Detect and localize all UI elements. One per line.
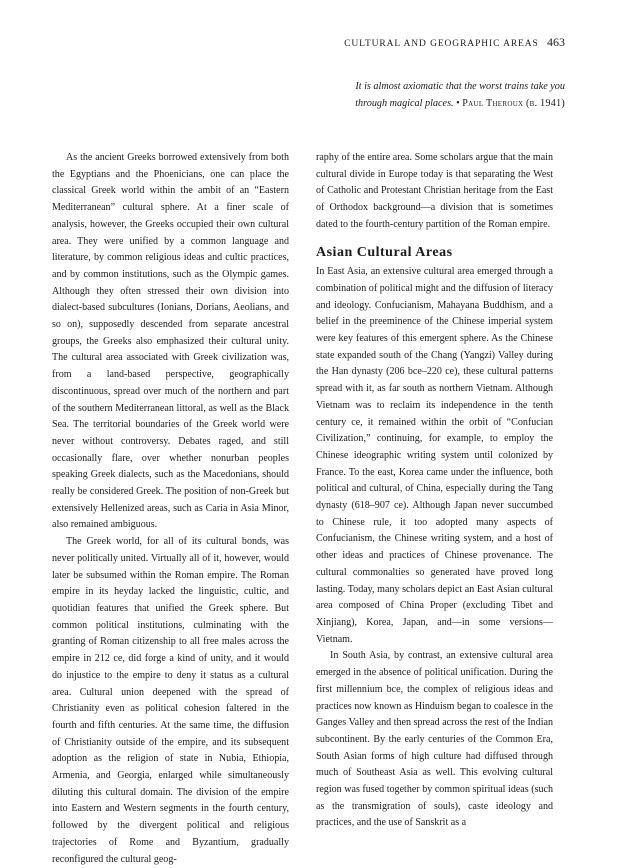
paragraph-south-asia: In South Asia, by contrast, an extensive cultural area emerged in the absence of political unification. During the first millennium bce, the complex of religious ideas and practices now known as Hinduism began to coalesce in the Ganges Valley and then spread across the rest of the Indian subcontinent. By the early centuries of the Common Era, South Asian forms of high culture had diffused through much of Southeast Asia as well. This evolving cultural region was fused together by common spiritual ideas (such as the transmigration of souls), caste ideology and practices, and the use of Sanskrit as a [316, 650, 553, 829]
right-column [316, 150, 553, 832]
section-heading: Asian Cultural Areas [316, 244, 453, 260]
paragraph-greek-cultural-area: As the ancient Greeks borrowed extensively from both the Egyptians and the Phoenicians, one can place the classical Greek world within the ambit of an “Eastern Mediterranean” cultural sphere. At a finer scale of analysis, however, the Greeks occupied their own cultural area. They were unified by a common language and literature, by common religious ideas and cultic practices, and by common institutions, such as the Olympic games. Although they often stressed their own division into dialect-based subcultures (Ionians, Dorians, Aeolians, and so on), supposedly descended from separate ancestral groups, the Greeks also emphasized their cultural unity. The cultural area associated with Greek civilization was, from a land-based perspective, geographically discontinuous, spread over much of the northern and part of the southern Mediterranean littoral, as well as the Black Sea. The territorial boundaries of the Greek world were never without controversy. Debates raged, and still occasionally flare, over whether nonurban peoples speaking Greek dialects, such as the Macedonians, should really be considered Greek. The position of non-Greek but extensively Hellenized areas, such as Caria in Asia Minor, also remained ambiguous. [52, 152, 289, 531]
epigraph-quote-line-2: through magical places. [355, 98, 454, 109]
page-number: 463 [547, 35, 565, 49]
paragraph-continuation: raphy of the entire area. Some scholars argue that the main cultural divide in Europe today is that separating the West of Catholic and Protestant Christian heritage from the East of Orthodox background—a division that is sometimes dated to the fourth-century partition of the Roman empire. [316, 152, 553, 230]
epigraph-line-2 [265, 95, 565, 112]
running-head-title: CULTURAL AND GEOGRAPHIC AREAS [344, 39, 539, 49]
epigraph [265, 78, 565, 112]
epigraph-quote-line-1: It is almost axiomatic that the worst trains take you [355, 81, 565, 92]
epigraph-dates: (b. 1941) [525, 98, 565, 109]
paragraph-east-asia: In East Asia, an extensive cultural area emerged through a combination of political might and the diffusion of literacy and ideology. Confucianism, Mahayana Buddhism, and a belief in the preeminence of the Chinese imperial system were key features of this emergent sphere. As the Chinese state expanded south of the Chang (Yangzi) Valley during the Han dynasty (206 bce–220 ce), these cultural patterns spread with it, as far south as northern Vietnam. Although Vietnam was to reclaim its independence in the tenth century ce, it remained within the orbit of “Confucian Civilization,” continuing, for example, to employ the Chinese ideographic writing system until colonized by France. To the east, Korea came under the influence, both political and cultural, of China, especially during the Tang dynasty (618–907 ce). Although Japan never succumbed to Chinese rule, it too adopted many aspects of Confucianism, the Chinese writing system, and a host of other ideas and practices of Chinese provenance. The cultural commonalties so generated have proved long lasting. Today, many scholars depict an East Asian cultural area composed of China Proper (excluding Tibet and Xinjiang), Korea, Japan, and—in some versions—Vietnam. [316, 266, 553, 645]
running-head [344, 35, 565, 50]
paragraph-greek-world-roman-empire: The Greek world, for all of its cultural bonds, was never politically united. Virtually all of it, however, would later be subsumed within the Roman empire. The Roman empire in its heyday lacked the linguistic, cultic, and quotidian features that unified the Greek sphere. But common political institutions, culminating with the granting of Roman citizenship to all free males across the empire in 212 ce, did forge a kind of unity, and it would do injustice to the empire to deny it status as a cultural area. Cultural union deepened with the spread of Christianity even as political cohesion faltered in the fourth and fifth centuries. At the same time, the diffusion of Christianity outside of the empire, and its subsequent adoption as the religion of state in Nubia, Ethiopia, Armenia, and Georgia, enlarged while simultaneously diluting this cultural domain. The division of the empire into Eastern and Western segments in the fourth century, followed by the divergent political and religious trajectories of Rome and Byzantium, gradually reconfigured the cultural geog- [52, 536, 289, 865]
left-column [52, 150, 289, 868]
epigraph-bullet: • [456, 98, 460, 109]
epigraph-author: Paul Theroux [462, 98, 524, 109]
